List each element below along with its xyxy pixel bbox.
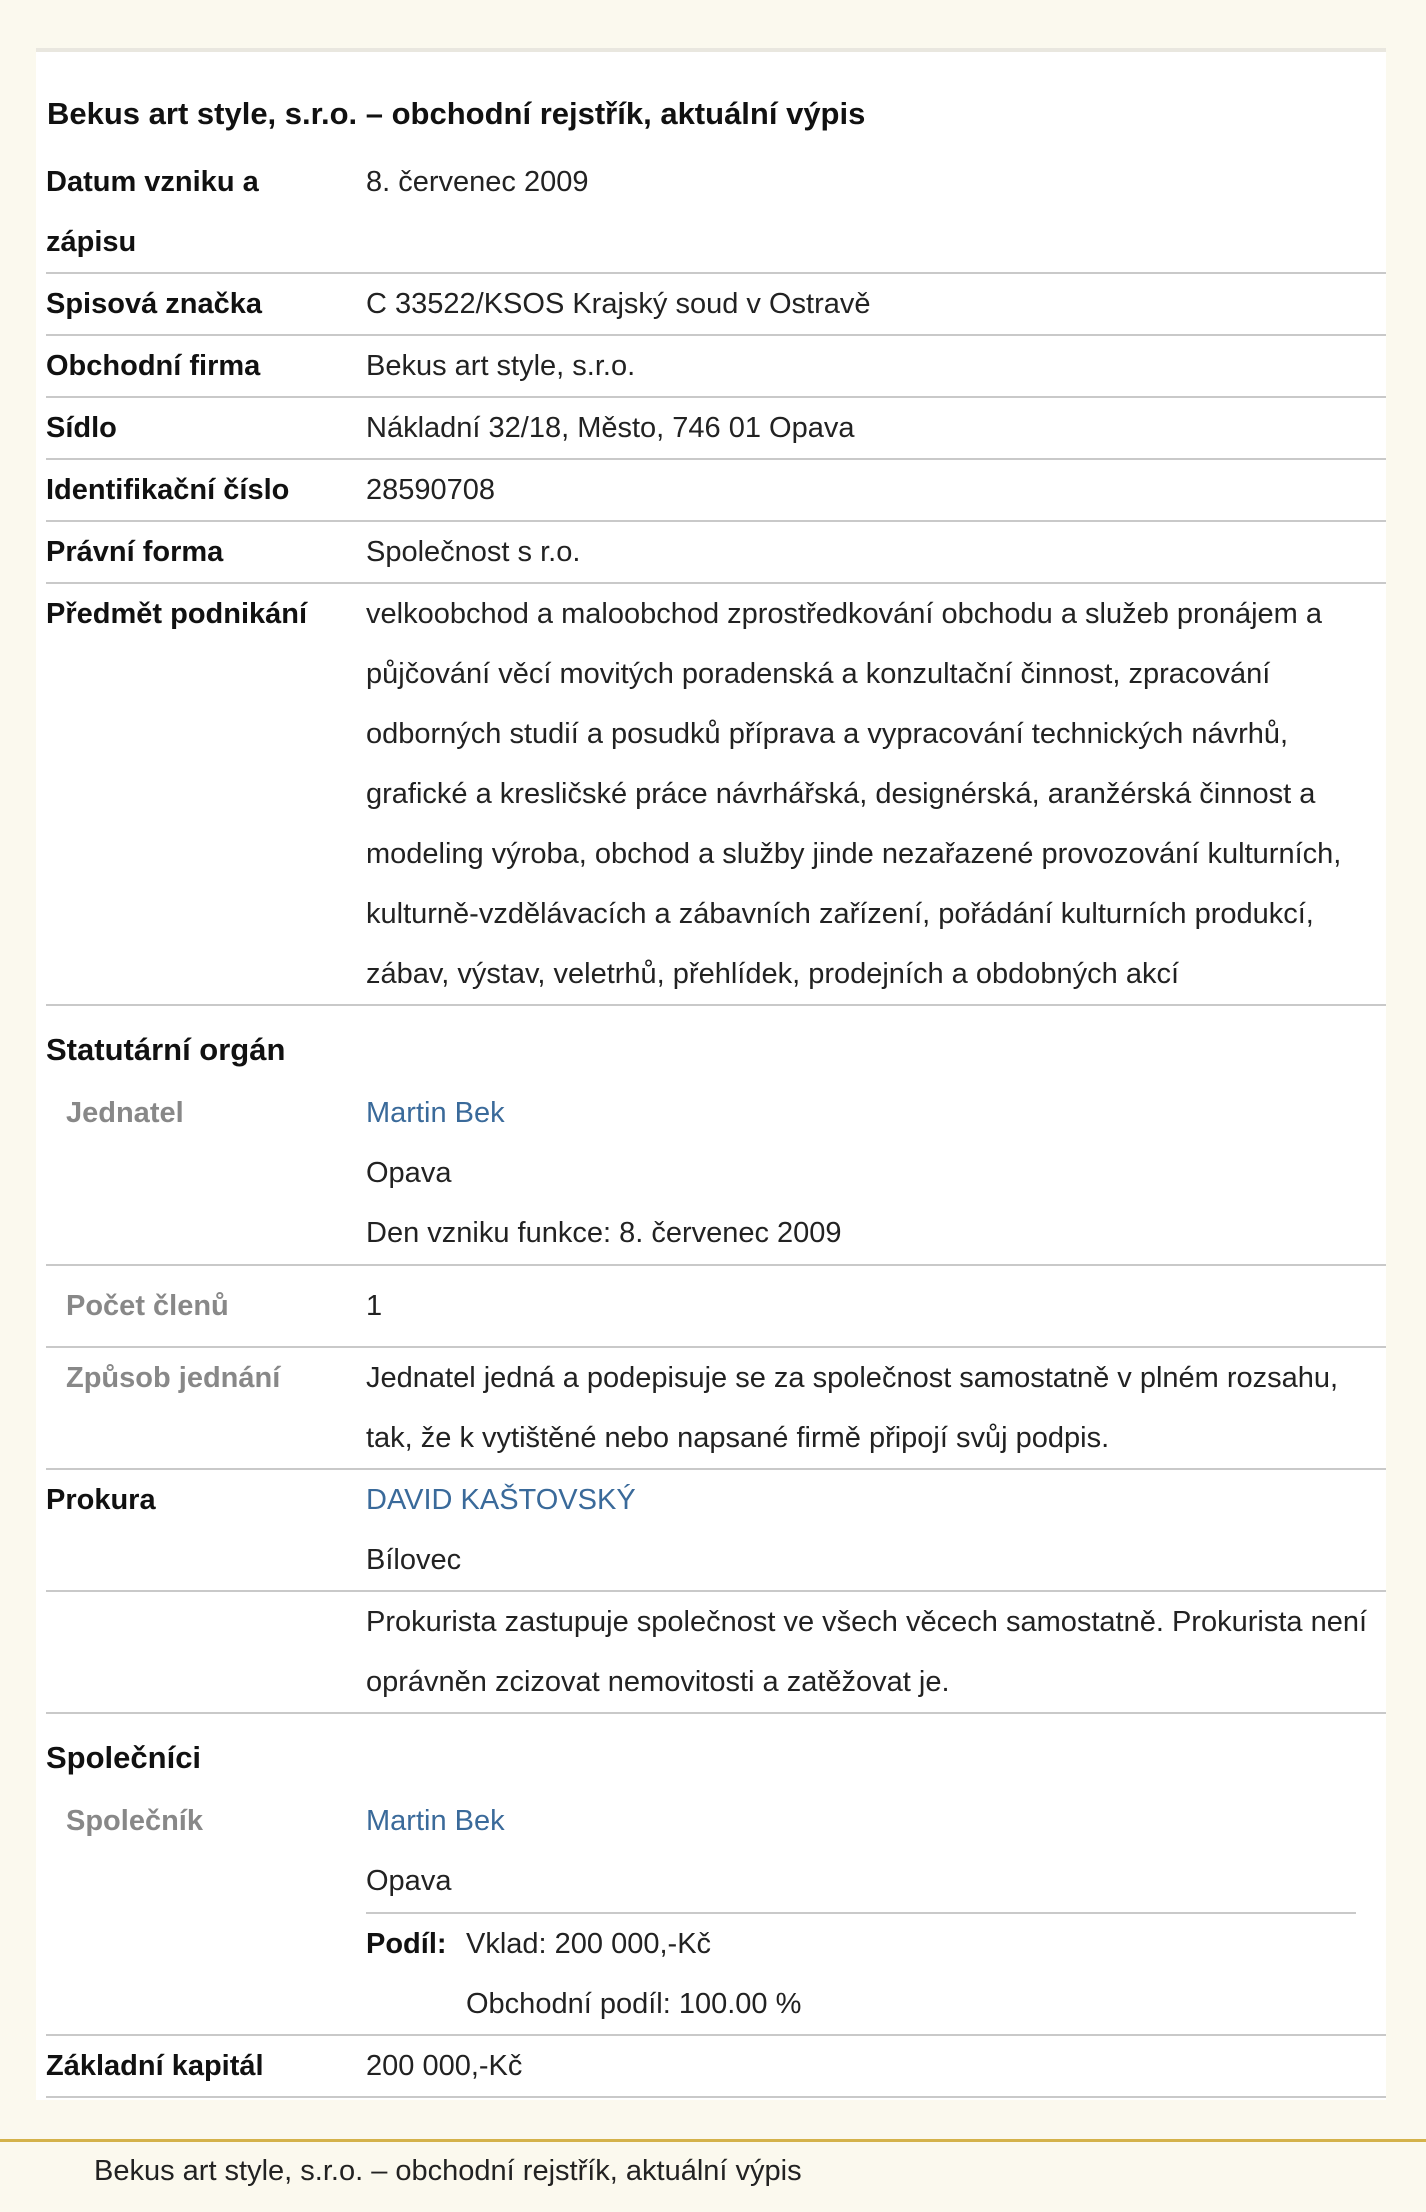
- row-prokura-note: [46, 1590, 1386, 1712]
- value-datum-vzniku: 8. červenec 2009: [366, 166, 589, 198]
- label-pravni-forma: Právní forma: [46, 536, 224, 568]
- label-datum-vzniku: Datum vzniku a zápisu: [46, 166, 259, 258]
- row-identifikacni-cislo: [46, 458, 1386, 520]
- label-spolecnik: Společník: [66, 1805, 203, 1837]
- divider-statutarni: [46, 1004, 1386, 1006]
- row-zakladni-kapital: [46, 2034, 1386, 2096]
- label-identifikacni-cislo: Identifikační číslo: [46, 474, 290, 506]
- row-pocet-clenu: [46, 1264, 1386, 1346]
- row-spisova-znacka: [46, 272, 1386, 334]
- row-prokura: [46, 1468, 1386, 1590]
- heading-statutarni-organ: Statutární orgán: [46, 1032, 286, 1067]
- value-pocet-clenu: 1: [366, 1290, 383, 1322]
- row-zpusob-jednani: [46, 1346, 1386, 1468]
- row-obchodni-firma: [46, 334, 1386, 396]
- label-zakladni-kapital: Základní kapitál: [46, 2050, 264, 2082]
- divider-bottom: [46, 2096, 1386, 2098]
- jednatel-city: Opava: [366, 1157, 452, 1189]
- footer-divider: [0, 2139, 1426, 2142]
- label-obchodni-firma: Obchodní firma: [46, 350, 261, 382]
- spolecnik-name-link[interactable]: Martin Bek: [366, 1805, 505, 1837]
- row-datum-vzniku: [46, 152, 1386, 270]
- row-sidlo: [46, 396, 1386, 458]
- prokurista-name-link[interactable]: DAVID KAŠTOVSKÝ: [366, 1484, 636, 1516]
- value-obchodni-firma: Bekus art style, s.r.o.: [366, 350, 636, 382]
- page-title: Bekus art style, s.r.o. – obchodní rejstřík, aktuální výpis: [47, 96, 866, 131]
- label-prokura: Prokura: [46, 1484, 156, 1516]
- label-jednatel: Jednatel: [66, 1097, 184, 1129]
- label-pocet-clenu: Počet členů: [66, 1290, 229, 1322]
- value-obchodni-podil: Obchodní podíl: 100.00 %: [466, 1988, 802, 2020]
- value-sidlo: Nákladní 32/18, Město, 746 01 Opava: [366, 412, 855, 444]
- row-jednatel: [46, 1083, 1386, 1263]
- prokura-details: [366, 1470, 1386, 1590]
- prokurista-city: Bílovec: [366, 1544, 462, 1576]
- label-zpusob-jednani: Způsob jednání: [66, 1362, 281, 1394]
- jednatel-details: [366, 1083, 1386, 1263]
- label-spisova-znacka: Spisová značka: [46, 288, 262, 320]
- row-spolecnik: [46, 1791, 1386, 1911]
- heading-spolecnici: Společníci: [46, 1740, 202, 1775]
- value-zpusob-jednani: Jednatel jedná a podepisuje se za společnost samostatně v plném rozsahu, tak, že k vytištěné nebo napsané firmě připojí svůj podpis.: [366, 1362, 1339, 1454]
- row-predmet-podnikani: [46, 582, 1386, 1004]
- jednatel-name-link[interactable]: Martin Bek: [366, 1097, 505, 1129]
- spolecnik-city: Opava: [366, 1865, 452, 1897]
- value-identifikacni-cislo: 28590708: [366, 474, 496, 506]
- label-podil: Podíl:: [366, 1928, 447, 1960]
- value-vklad: Vklad: 200 000,-Kč: [466, 1928, 712, 1960]
- value-spisova-znacka: C 33522/KSOS Krajský soud v Ostravě: [366, 288, 871, 320]
- jednatel-since: Den vzniku funkce: 8. červenec 2009: [366, 1217, 842, 1249]
- value-predmet-podnikani: velkoobchod a maloobchod zprostředkování obchodu a služeb pronájem a půjčování věcí movitých poradenská a konzultační činnost, zpracování odborných studií a posudků příprava a vypracování technických návrhů, grafické a kresličské práce návrhářská, designérská, aranžérská činnost a modeling výroba, obchod a služby jinde nezařazené provozování kulturních, kulturně-vzdělávacích a zábavních zařízení, pořádání kulturních produkcí, zábav, výstav, veletrhů, přehlídek, prodejních a obdobných akcí: [366, 598, 1342, 990]
- label-sidlo: Sídlo: [46, 412, 117, 444]
- value-prokura-note: Prokurista zastupuje společnost ve všech věcech samostatně. Prokurista není oprávněn zcizovat nemovitosti a zatěžovat je.: [366, 1606, 1368, 1698]
- footer-text: Bekus art style, s.r.o. – obchodní rejstřík, aktuální výpis: [94, 2155, 802, 2187]
- value-pravni-forma: Společnost s r.o.: [366, 536, 581, 568]
- value-zakladni-kapital: 200 000,-Kč: [366, 2050, 523, 2082]
- label-predmet-podnikani: Předmět podnikání: [46, 598, 308, 630]
- spolecnik-details: [366, 1791, 1386, 1911]
- row-pravni-forma: [46, 520, 1386, 582]
- divider-spolecnici: [46, 1712, 1386, 1714]
